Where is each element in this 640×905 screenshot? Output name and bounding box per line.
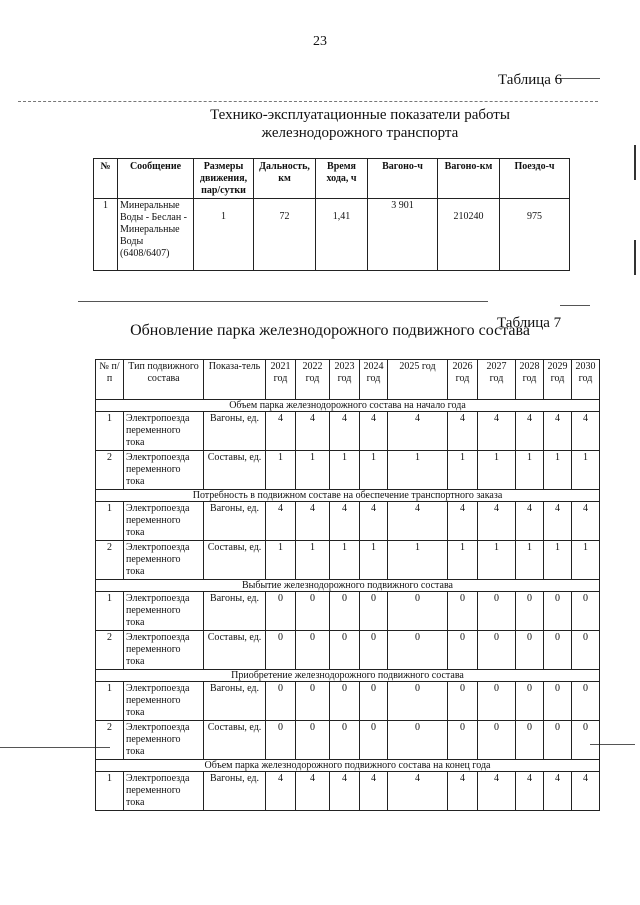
table7-cell-indicator: Составы, ед. xyxy=(204,631,266,670)
table7-cell-value: 4 xyxy=(266,412,296,451)
table7-cell-value: 4 xyxy=(266,502,296,541)
table7-section-row xyxy=(96,580,600,592)
table7-cell-value: 4 xyxy=(478,412,516,451)
table7-cell-value: 4 xyxy=(516,412,544,451)
table7-cell-num: 1 xyxy=(96,772,124,811)
table7-section-title: Потребность в подвижном составе на обеспечение транспортного заказа xyxy=(96,490,600,502)
table7-cell-value: 4 xyxy=(330,412,360,451)
table7-header-year: 2024 год xyxy=(360,360,388,400)
table7-cell-type: Электропоезда переменного тока xyxy=(124,682,204,721)
table7-cell-value: 4 xyxy=(448,502,478,541)
scan-artifact-line xyxy=(560,305,590,306)
table7-cell-value: 0 xyxy=(544,631,572,670)
table7-cell-value: 1 xyxy=(516,451,544,490)
table7-cell-value: 4 xyxy=(296,772,330,811)
table7-header-year: 2021 год xyxy=(266,360,296,400)
table6-title xyxy=(150,106,570,142)
table6-row xyxy=(94,199,570,271)
table7-header-type: Тип подвижного состава xyxy=(124,360,204,400)
table7-cell-value: 1 xyxy=(296,451,330,490)
table7-cell-value: 0 xyxy=(478,592,516,631)
table6-header-cell: Вагоно-ч xyxy=(368,159,438,199)
table7-cell-value: 0 xyxy=(296,682,330,721)
table6 xyxy=(93,158,570,271)
table7-cell-value: 0 xyxy=(388,682,448,721)
table7-cell-value: 4 xyxy=(572,772,600,811)
table7-cell-value: 4 xyxy=(360,412,388,451)
table7-section-title: Объем парка железнодорожного состава на начало года xyxy=(96,400,600,412)
table7-cell-value: 0 xyxy=(296,721,330,760)
table7-cell-value: 1 xyxy=(478,541,516,580)
table7-cell-type: Электропоезда переменного тока xyxy=(124,412,204,451)
table6-header-cell: № xyxy=(94,159,118,199)
table7-cell-value: 0 xyxy=(478,631,516,670)
table6-header-cell: Время хода, ч xyxy=(316,159,368,199)
table6-cell: 1,41 xyxy=(316,199,368,271)
table6-caption: Таблица 6 xyxy=(498,72,563,88)
scan-artifact-line xyxy=(78,301,488,302)
scan-artifact-bar xyxy=(634,145,636,180)
table7-row xyxy=(96,541,600,580)
table7-cell-value: 4 xyxy=(478,502,516,541)
table7-cell-type: Электропоезда переменного тока xyxy=(124,592,204,631)
table7-row xyxy=(96,502,600,541)
table7-cell-value: 1 xyxy=(516,541,544,580)
table7-cell-num: 1 xyxy=(96,682,124,721)
table7-cell-value: 0 xyxy=(266,721,296,760)
table7-section-row xyxy=(96,490,600,502)
table7-section-title: Объем парка железнодорожного подвижного состава на конец года xyxy=(96,760,600,772)
table6-header-cell: Вагоно-км xyxy=(438,159,500,199)
table7-cell-value: 0 xyxy=(266,631,296,670)
table7-cell-value: 0 xyxy=(448,682,478,721)
table7-header-indicator: Показа-тель xyxy=(204,360,266,400)
table7-row xyxy=(96,631,600,670)
table7-header-year: 2022 год xyxy=(296,360,330,400)
table7-title: Обновление парка железнодорожного подвижного состава xyxy=(130,322,530,339)
table7-row xyxy=(96,682,600,721)
table6-cell: 1 xyxy=(194,199,254,271)
table7-cell-indicator: Составы, ед. xyxy=(204,541,266,580)
table7-cell-value: 0 xyxy=(516,592,544,631)
table7-header-year: 2027 год xyxy=(478,360,516,400)
table6-header-cell: Поездо-ч xyxy=(500,159,570,199)
table7-cell-value: 0 xyxy=(572,592,600,631)
table7-cell-indicator: Составы, ед. xyxy=(204,721,266,760)
table7-cell-type: Электропоезда переменного тока xyxy=(124,502,204,541)
table7-cell-type: Электропоезда переменного тока xyxy=(124,541,204,580)
table7-header-year: 2029 год xyxy=(544,360,572,400)
table7-header-year: 2023 год xyxy=(330,360,360,400)
table7-cell-value: 4 xyxy=(266,772,296,811)
table7-cell-type: Электропоезда переменного тока xyxy=(124,451,204,490)
table7-cell-type: Электропоезда переменного тока xyxy=(124,772,204,811)
scan-artifact-line xyxy=(0,747,110,748)
table7-cell-value: 1 xyxy=(360,451,388,490)
table7-cell-value: 4 xyxy=(516,772,544,811)
table7-cell-value: 4 xyxy=(478,772,516,811)
table6-cell: 975 xyxy=(500,199,570,271)
table7-cell-value: 0 xyxy=(388,721,448,760)
table7-row xyxy=(96,412,600,451)
scan-artifact-line xyxy=(18,101,598,103)
table7-cell-value: 1 xyxy=(266,451,296,490)
table7-cell-value: 0 xyxy=(360,682,388,721)
table7-cell-num: 2 xyxy=(96,541,124,580)
table7-cell-value: 0 xyxy=(330,592,360,631)
table6-cell: 72 xyxy=(254,199,316,271)
table7-header-year: 2026 год xyxy=(448,360,478,400)
table6-title-line2: железнодорожного транспорта xyxy=(261,125,459,141)
table7 xyxy=(95,359,600,811)
table7-cell-value: 1 xyxy=(330,451,360,490)
table7-cell-value: 1 xyxy=(296,541,330,580)
table7-cell-value: 0 xyxy=(572,721,600,760)
table7-cell-value: 0 xyxy=(516,721,544,760)
page-number: 23 xyxy=(313,34,327,49)
table7-header-year: 2025 год xyxy=(388,360,448,400)
table7-caption: Таблица 7 xyxy=(497,315,562,331)
table7-row xyxy=(96,772,600,811)
table7-cell-num: 1 xyxy=(96,592,124,631)
table7-cell-value: 0 xyxy=(360,721,388,760)
table7-cell-value: 4 xyxy=(360,772,388,811)
table7-cell-value: 1 xyxy=(388,541,448,580)
table7-row xyxy=(96,721,600,760)
table7-cell-value: 4 xyxy=(572,502,600,541)
table7-cell-value: 0 xyxy=(296,631,330,670)
table6-title-line1: Технико-эксплуатационные показатели работы xyxy=(210,107,510,123)
table7-cell-value: 1 xyxy=(544,541,572,580)
table7-cell-value: 0 xyxy=(266,592,296,631)
table7-cell-value: 4 xyxy=(448,772,478,811)
table7-cell-value: 4 xyxy=(296,502,330,541)
table7-cell-value: 0 xyxy=(448,592,478,631)
table7-cell-value: 0 xyxy=(544,682,572,721)
table7-header-year: 2028 год xyxy=(516,360,544,400)
scan-artifact-bar xyxy=(634,240,636,275)
table7-row xyxy=(96,592,600,631)
table7-section-row xyxy=(96,400,600,412)
table7-cell-value: 4 xyxy=(388,412,448,451)
table7-cell-value: 4 xyxy=(544,412,572,451)
table7-cell-value: 1 xyxy=(360,541,388,580)
table7-cell-value: 0 xyxy=(360,592,388,631)
table7-cell-value: 1 xyxy=(572,451,600,490)
table6-header-cell: Дальность, км xyxy=(254,159,316,199)
table7-cell-value: 0 xyxy=(478,721,516,760)
table7-cell-value: 0 xyxy=(296,592,330,631)
table7-cell-indicator: Вагоны, ед. xyxy=(204,592,266,631)
table7-cell-value: 0 xyxy=(544,592,572,631)
table7-cell-indicator: Вагоны, ед. xyxy=(204,682,266,721)
table7-cell-value: 0 xyxy=(544,721,572,760)
table7-cell-value: 4 xyxy=(330,502,360,541)
table7-cell-num: 2 xyxy=(96,451,124,490)
table6-cell: 1 xyxy=(94,199,118,271)
table7-cell-value: 0 xyxy=(360,631,388,670)
table6-cell: 3 901 xyxy=(368,199,438,271)
table7-cell-value: 4 xyxy=(544,502,572,541)
table7-cell-value: 0 xyxy=(572,631,600,670)
table7-section-title: Приобретение железнодорожного подвижного состава xyxy=(96,670,600,682)
table7-cell-value: 0 xyxy=(448,631,478,670)
table7-cell-value: 4 xyxy=(330,772,360,811)
table7-cell-value: 4 xyxy=(448,412,478,451)
table7-cell-value: 0 xyxy=(388,631,448,670)
table6-cell: Минеральные Воды - Беслан - Минеральные Воды (6408/6407) xyxy=(118,199,194,271)
table7-cell-num: 1 xyxy=(96,502,124,541)
table7-cell-value: 4 xyxy=(296,412,330,451)
table7-cell-num: 1 xyxy=(96,412,124,451)
table7-section-title: Выбытие железнодорожного подвижного состава xyxy=(96,580,600,592)
table7-cell-value: 4 xyxy=(544,772,572,811)
table7-cell-value: 0 xyxy=(330,631,360,670)
table7-header-year: 2030 год xyxy=(572,360,600,400)
table7-header-num: № п/ п xyxy=(96,360,124,400)
table7-row xyxy=(96,451,600,490)
table7-cell-value: 1 xyxy=(478,451,516,490)
table7-cell-value: 0 xyxy=(330,682,360,721)
table7-section-row xyxy=(96,670,600,682)
table6-header-cell: Сообщение xyxy=(118,159,194,199)
table7-cell-indicator: Составы, ед. xyxy=(204,451,266,490)
table7-cell-type: Электропоезда переменного тока xyxy=(124,721,204,760)
table7-cell-value: 1 xyxy=(448,451,478,490)
table7-cell-value: 4 xyxy=(388,772,448,811)
table7-cell-value: 0 xyxy=(330,721,360,760)
table7-cell-value: 1 xyxy=(330,541,360,580)
table7-cell-indicator: Вагоны, ед. xyxy=(204,412,266,451)
table7-cell-value: 1 xyxy=(448,541,478,580)
table7-cell-value: 0 xyxy=(516,682,544,721)
table7-cell-indicator: Вагоны, ед. xyxy=(204,502,266,541)
table7-cell-value: 4 xyxy=(572,412,600,451)
table7-cell-value: 1 xyxy=(266,541,296,580)
table7-cell-value: 0 xyxy=(516,631,544,670)
table7-cell-value: 1 xyxy=(544,451,572,490)
table7-cell-value: 0 xyxy=(266,682,296,721)
table6-header-cell: Размеры движения, пар/сутки xyxy=(194,159,254,199)
table7-cell-value: 0 xyxy=(478,682,516,721)
table7-cell-value: 4 xyxy=(360,502,388,541)
table6-cell: 210240 xyxy=(438,199,500,271)
table7-cell-value: 4 xyxy=(388,502,448,541)
table7-cell-value: 4 xyxy=(516,502,544,541)
table7-cell-value: 1 xyxy=(388,451,448,490)
table7-cell-value: 0 xyxy=(572,682,600,721)
table7-cell-num: 2 xyxy=(96,631,124,670)
table7-cell-value: 0 xyxy=(448,721,478,760)
table7-cell-value: 0 xyxy=(388,592,448,631)
table7-cell-type: Электропоезда переменного тока xyxy=(124,631,204,670)
table7-cell-num: 2 xyxy=(96,721,124,760)
table7-cell-indicator: Вагоны, ед. xyxy=(204,772,266,811)
table7-section-row xyxy=(96,760,600,772)
table7-cell-value: 1 xyxy=(572,541,600,580)
